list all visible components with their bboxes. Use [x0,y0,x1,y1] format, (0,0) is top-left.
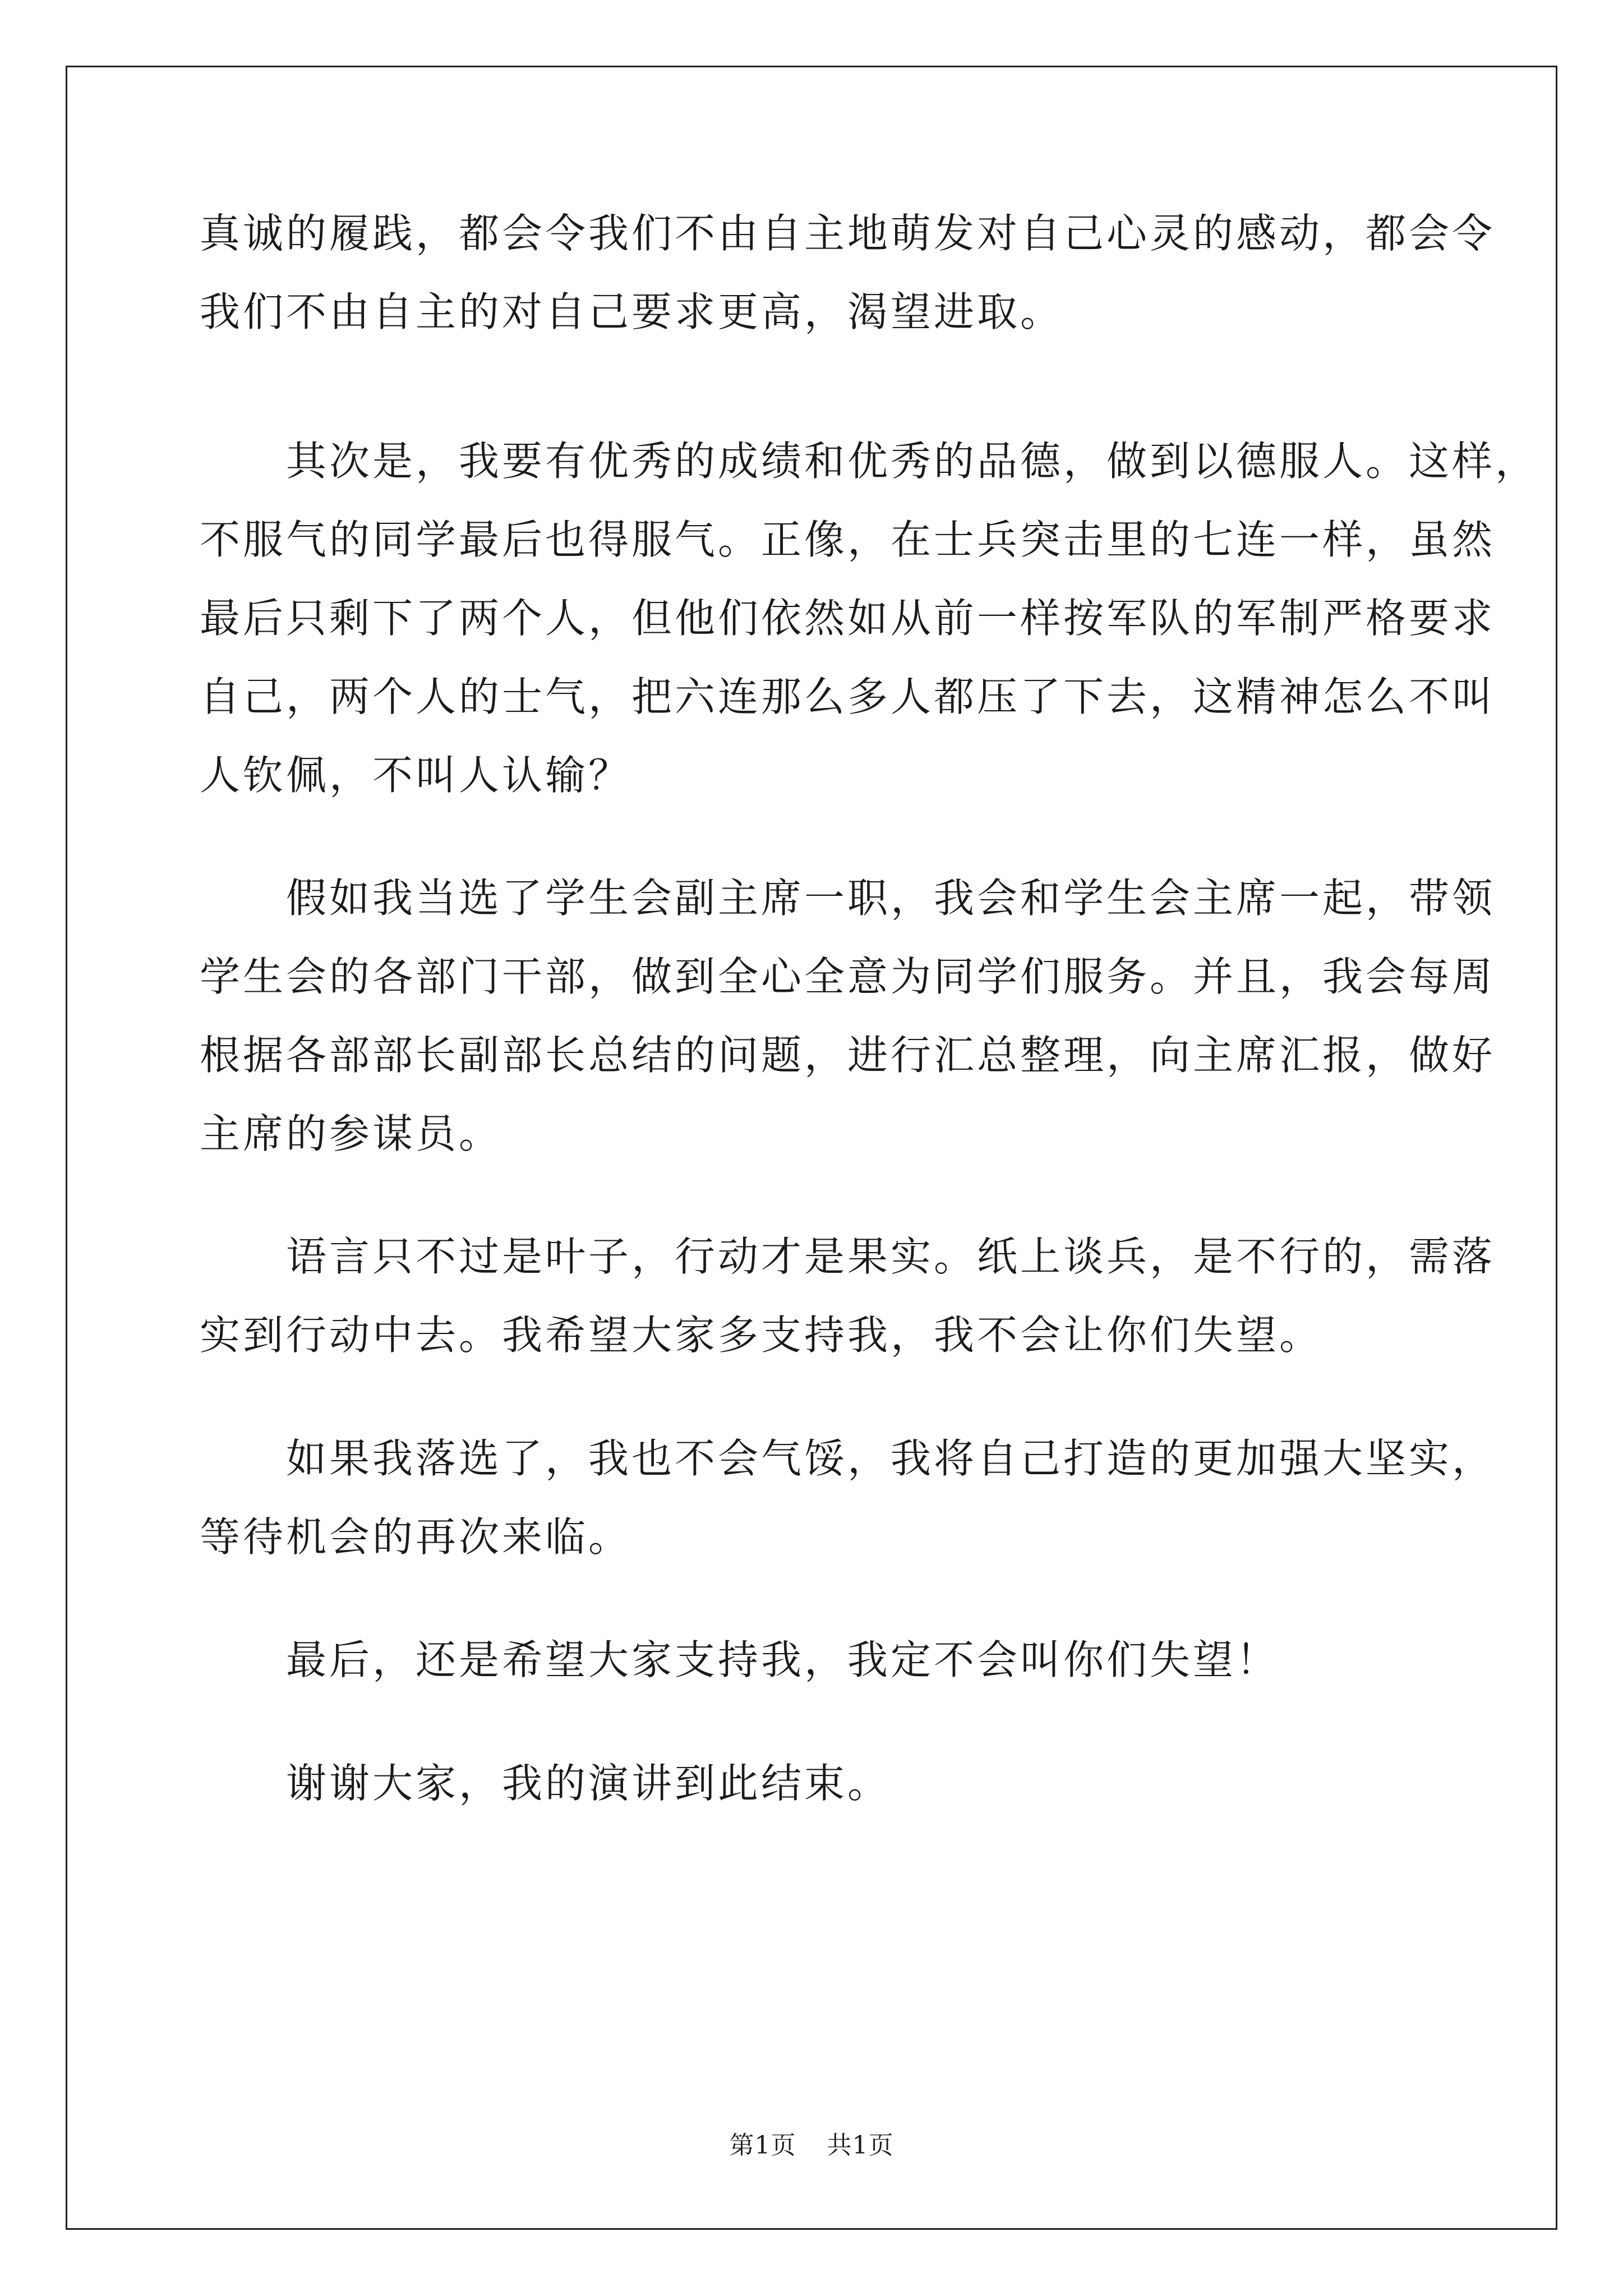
text-line: 如果我落选了，我也不会气馁，我将自己打造的更加强大坚实， [200,1435,1496,1482]
text-line: 假如我当选了学生会副主席一职，我会和学生会主席一起，带领 [200,875,1496,922]
text-line: 真诚的履践，都会令我们不由自主地萌发对自己心灵的感动，都会令 [200,210,1496,257]
text-line: 学生会的各部门干部，做到全心全意为同学们服务。并且，我会每周 [200,953,1496,1000]
text-line: 我们不由自主的对自己要求更高，渴望进取。 [200,288,1064,335]
page-total: 共1页 [827,2131,894,2160]
text-line: 实到行动中去。我希望大家多支持我，我不会让你们失望。 [200,1312,1323,1359]
text-line: 等待机会的再次来临。 [200,1513,632,1561]
page-footer [0,2125,1623,2161]
text-line: 自己，两个人的士气，把六连那么多人都压了下去，这精神怎么不叫 [200,673,1496,720]
text-line: 其次是，我要有优秀的成绩和优秀的品德，做到以德服人。这样， [200,438,1539,485]
text-line: 人钦佩，不叫人认输？ [200,752,632,799]
text-line: 主席的参谋员。 [200,1110,502,1157]
page-number: 第1页 [729,2131,796,2160]
text-line: 最后只剩下了两个人，但他们依然如从前一样按军队的军制严格要求 [200,595,1496,642]
text-line: 根据各部部长副部长总结的问题，进行汇总整理，向主席汇报，做好 [200,1032,1496,1079]
text-line: 最后，还是希望大家支持我，我定不会叫你们失望！ [200,1636,1280,1683]
text-line: 语言只不过是叶子，行动才是果实。纸上谈兵，是不行的，需落 [200,1233,1496,1280]
text-line: 不服气的同学最后也得服气。正像，在士兵突击里的七连一样，虽然 [200,516,1496,563]
text-line: 谢谢大家，我的演讲到此结束。 [200,1760,891,1807]
